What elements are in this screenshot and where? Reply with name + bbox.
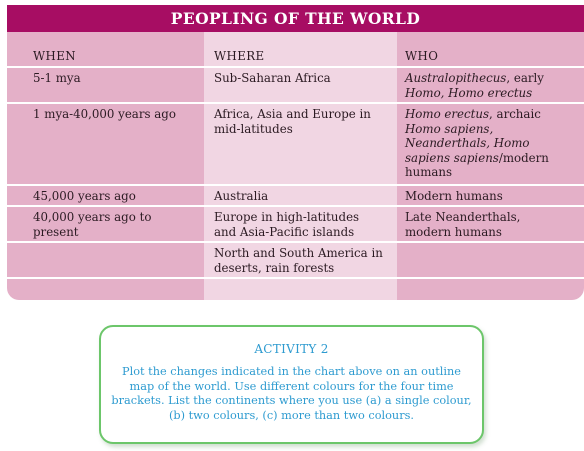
table-title: PEOPLING OF THE WORLD bbox=[7, 5, 584, 32]
activity-box bbox=[99, 325, 484, 444]
row4-where: Europe in high-latitudes and Asia-Pacific islands bbox=[214, 210, 360, 239]
who-text-run: , early bbox=[506, 71, 544, 85]
who-text-run: Australopithecus bbox=[405, 71, 507, 85]
header-when: WHEN bbox=[33, 49, 76, 63]
row-divider bbox=[7, 184, 584, 186]
who-text-run: Modern humans bbox=[405, 189, 503, 203]
who-text-run: Homo, Homo erectus bbox=[405, 85, 533, 100]
who-text-run: Homo erectus bbox=[405, 107, 490, 121]
row-divider bbox=[7, 102, 584, 104]
row2-where: Africa, Asia and Europe in mid-latitudes bbox=[214, 107, 371, 136]
row-divider bbox=[7, 241, 584, 243]
row-divider bbox=[7, 277, 584, 279]
row1-who bbox=[405, 71, 575, 100]
header-where: WHERE bbox=[214, 49, 265, 63]
row3-where: Australia bbox=[214, 189, 269, 203]
row4-when: 40,000 years ago to present bbox=[33, 210, 152, 239]
who-text-run: /modern humans bbox=[405, 150, 549, 179]
who-text-run: Late Neanderthals, modern humans bbox=[405, 210, 521, 239]
row3-who bbox=[405, 189, 575, 204]
activity-text: Plot the changes indicated in the chart above on an outline map of the world. Use different colours for the four time brackets. List the continents where you use (a) a single colour, (b) two colours, (c) more than two colours. bbox=[111, 365, 472, 422]
header-who: WHO bbox=[405, 49, 439, 63]
row-divider bbox=[7, 205, 584, 207]
row1-where: Sub-Saharan Africa bbox=[214, 71, 331, 85]
row4-who bbox=[405, 210, 535, 239]
who-text-run: Homo sapiens, Neanderthals, Homo sapiens sapiens bbox=[405, 121, 530, 165]
who-text-run: , archaic bbox=[489, 107, 541, 121]
row1-when: 5-1 mya bbox=[33, 71, 81, 85]
row5-where: North and South America in deserts, rain forests bbox=[214, 246, 383, 275]
row2-who bbox=[405, 107, 555, 180]
row3-when: 45,000 years ago bbox=[33, 189, 136, 203]
peopling-table bbox=[7, 5, 584, 300]
row2-when: 1 mya-40,000 years ago bbox=[33, 107, 176, 121]
row-divider bbox=[7, 66, 584, 68]
activity-title: ACTIVITY 2 bbox=[254, 342, 329, 356]
